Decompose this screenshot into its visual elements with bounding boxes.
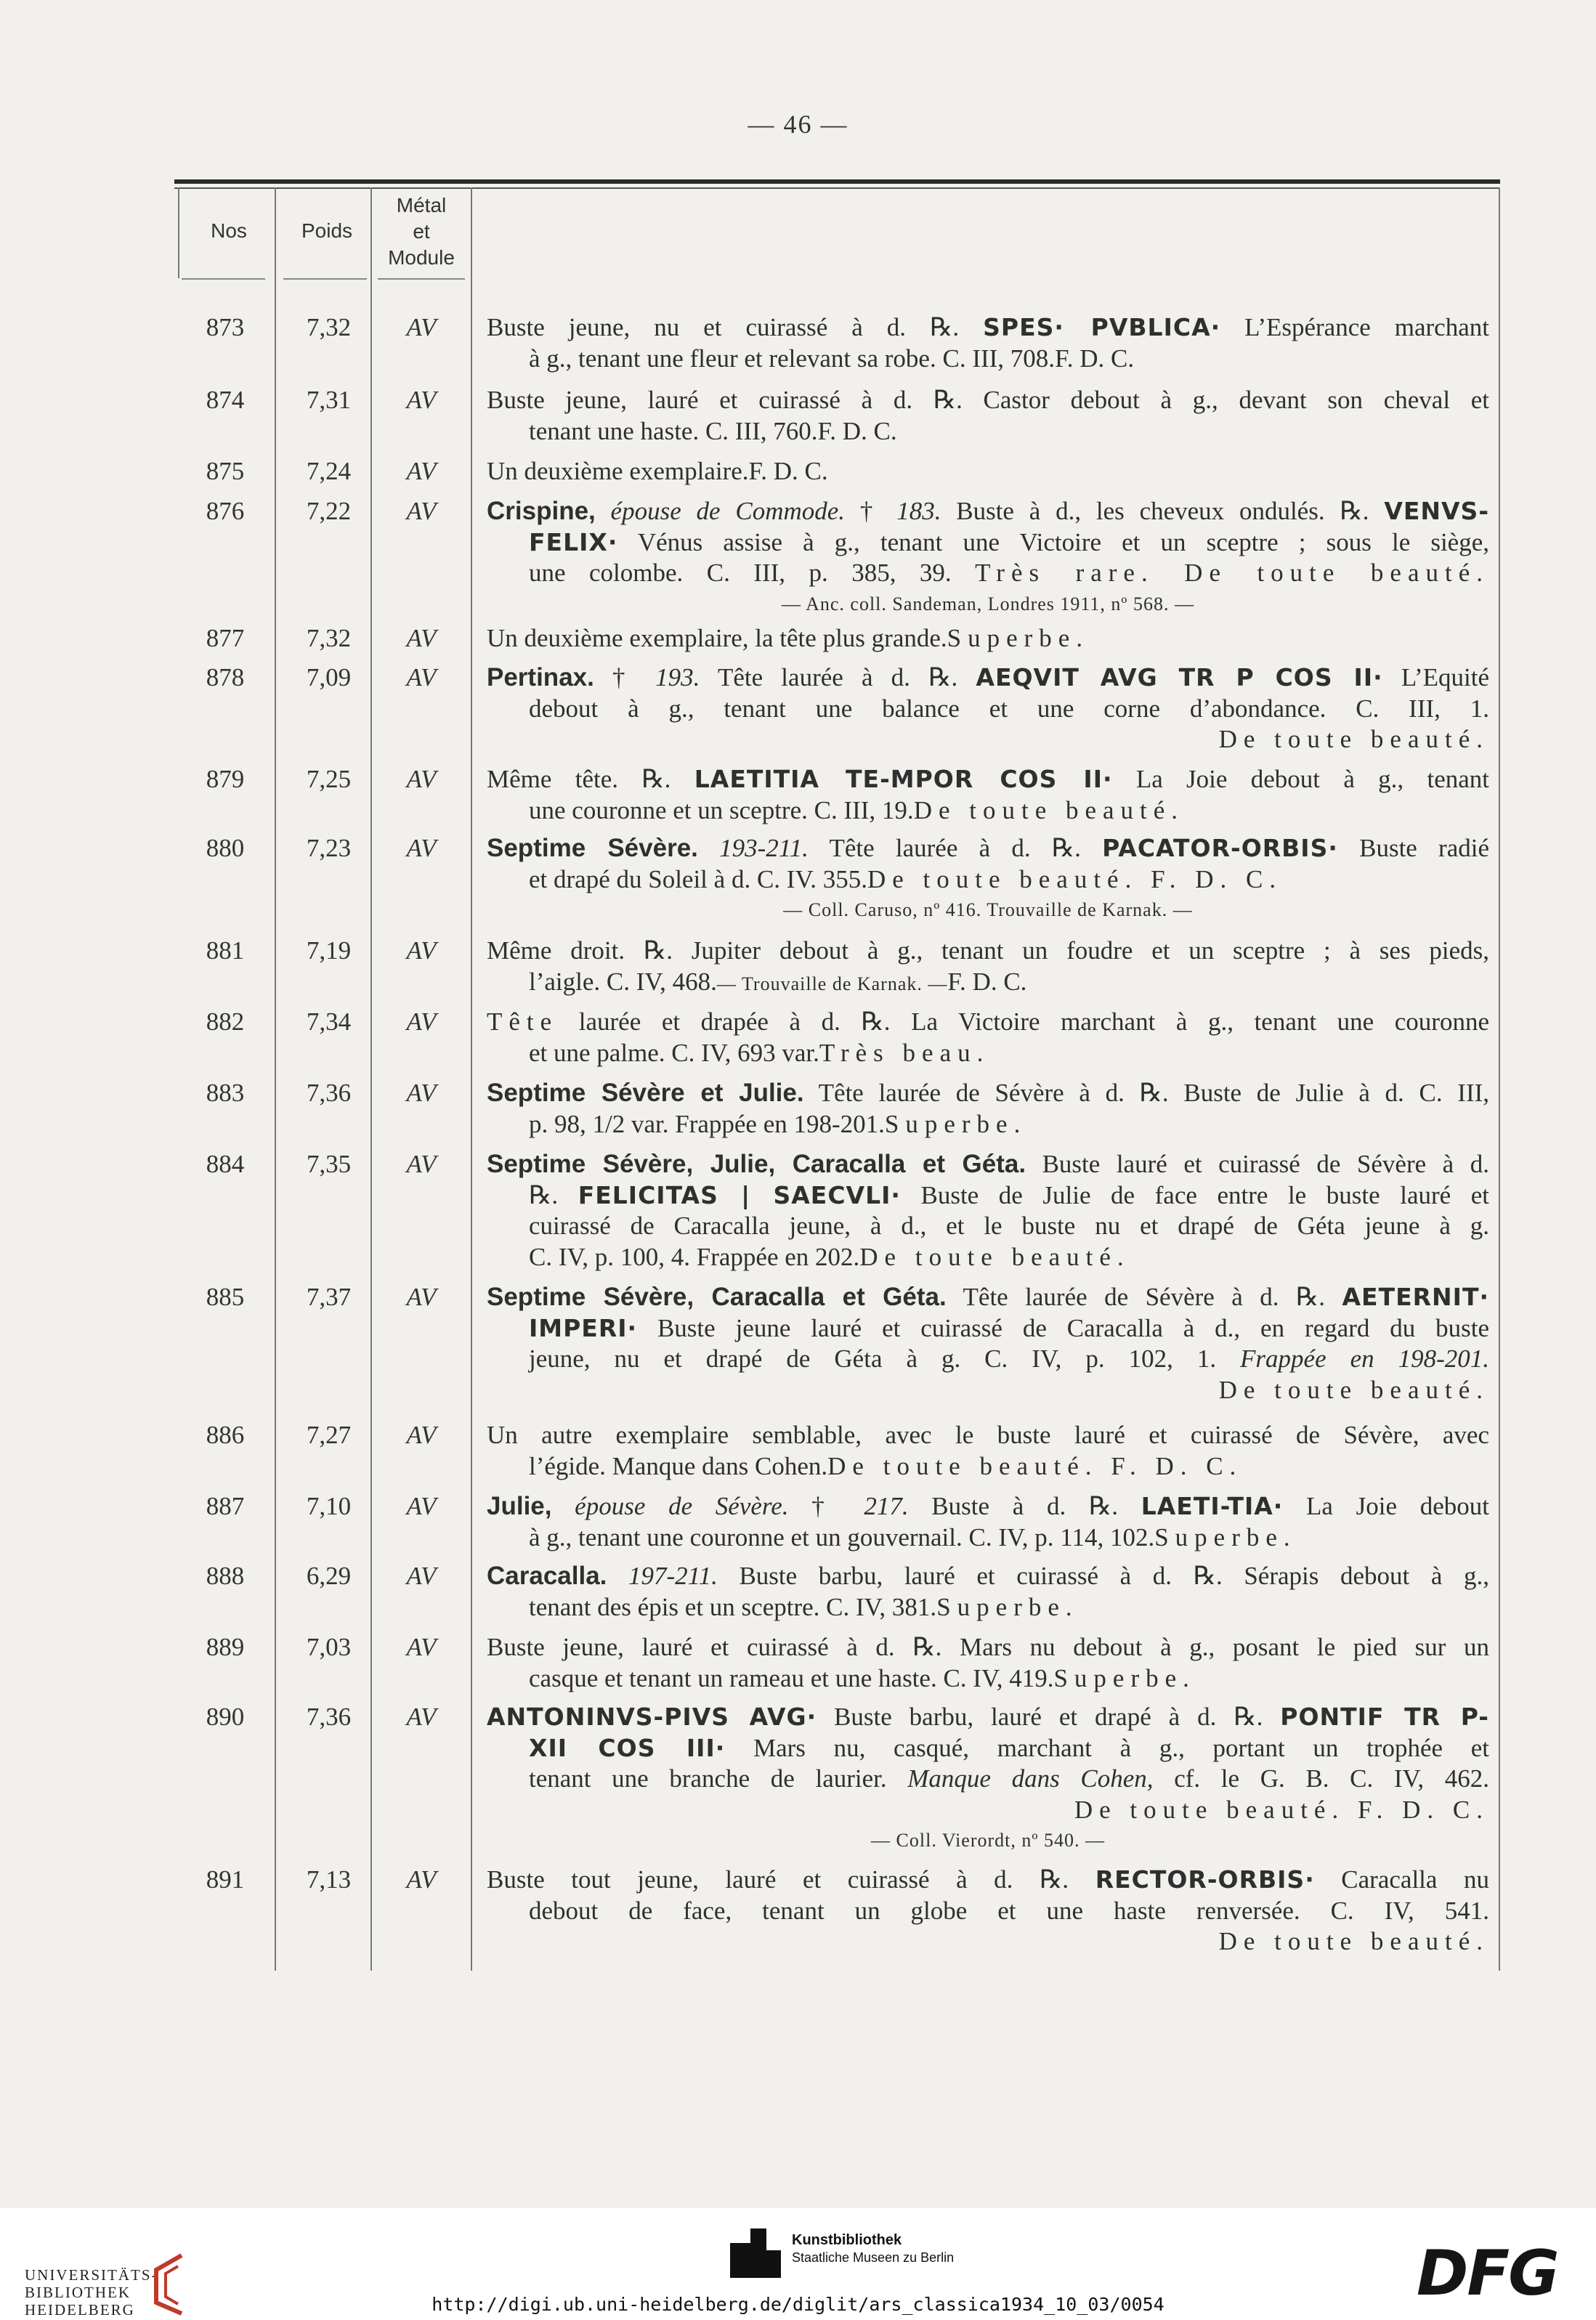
description-line xyxy=(487,1375,1489,1406)
description-line xyxy=(487,967,1489,1000)
description-fragment: Buste tout jeune, lauré et cuirassé à d. ℞. xyxy=(487,1865,1095,1894)
description-fragment: Superbe. xyxy=(1053,1663,1196,1692)
description-line xyxy=(487,1896,1489,1927)
description-fragment: Caracalla nu xyxy=(1314,1865,1489,1894)
entry-metal: AV xyxy=(406,457,437,485)
description-fragment: F. D. C. xyxy=(748,457,828,485)
description-fragment: laurée et drapée à d. ℞. La Victoire marchant à g., tenant une couronne xyxy=(558,1007,1489,1036)
entry-number: 886 xyxy=(206,1421,245,1449)
description-fragment: Même droit. ℞. Jupiter debout à g., tenant un foudre et un sceptre ; à ses pieds, xyxy=(487,936,1489,965)
description-fragment: Buste jeune, lauré et cuirassé à d. ℞. Mars nu debout à g., posant le pied sur un xyxy=(487,1633,1489,1661)
entry-metal: AV xyxy=(406,1150,437,1178)
header-metal-line2: et xyxy=(413,220,430,243)
description-fragment: FELIX· xyxy=(529,527,618,556)
entry-number: 879 xyxy=(206,765,245,793)
entry-description xyxy=(487,623,1489,654)
header-metal-line1: Métal xyxy=(396,194,447,216)
description-line xyxy=(487,1451,1489,1483)
header-poids: Poids xyxy=(301,219,353,242)
description-fragment: Un deuxième exemplaire. xyxy=(487,457,749,485)
description-fragment: † xyxy=(845,497,897,525)
description-fragment: 193. xyxy=(655,663,700,691)
description-fragment: Buste barbu, lauré et drapé à d. ℞. xyxy=(817,1703,1281,1731)
description-fragment: Un autre exemplaire semblable, avec le buste lauré et cuirassé de Sévère, avec xyxy=(487,1421,1489,1449)
description-fragment: Pertinax. xyxy=(487,663,594,691)
description-fragment: Septime Sévère, Julie, Caracalla et Géta. xyxy=(487,1150,1026,1178)
description-fragment: Julie, xyxy=(487,1492,552,1520)
university-line1: UNIVERSITÄTS- xyxy=(25,2266,158,2284)
provenance-note xyxy=(487,589,1489,620)
description-line xyxy=(487,833,1489,864)
description-fragment: cuirassé de Caracalla jeune, à d., et le buste nu et drapé de Géta jeune à g. xyxy=(529,1212,1489,1240)
description-fragment: ℞. xyxy=(930,313,984,341)
entry-description xyxy=(487,764,1489,826)
description-fragment: De toute beauté. F. D. C. xyxy=(827,1451,1243,1480)
entry-description xyxy=(487,1149,1489,1273)
description-fragment: La Joie debout xyxy=(1283,1492,1489,1520)
description-fragment: L’Espérance marchant xyxy=(1220,313,1489,341)
description-line xyxy=(487,496,1489,527)
description-fragment: à g., tenant une fleur et relevant sa robe. C. III, 708. xyxy=(529,344,1056,373)
description-fragment: C. IV, p. 100, 4. Frappée en 202. xyxy=(529,1242,860,1271)
description-line xyxy=(487,1663,1489,1695)
entry-number: 885 xyxy=(206,1283,245,1311)
description-fragment: VENVS- xyxy=(1384,497,1490,525)
description-fragment: — Coll. Vierordt, nº 540. — xyxy=(871,1830,1105,1851)
description-fragment: tenant des épis et un sceptre. C. IV, 381. xyxy=(529,1592,937,1621)
description-fragment: SPES· PVBLICA· xyxy=(983,313,1221,341)
description-fragment: l’aigle. C. IV, 468. xyxy=(529,967,717,996)
entry-description xyxy=(487,1632,1489,1694)
description-fragment: Septime Sévère et Julie. xyxy=(487,1079,804,1107)
header-underline-nos xyxy=(182,278,265,280)
description-fragment: F. D. C. xyxy=(947,967,1027,996)
description-fragment: LAETI-TIA· xyxy=(1141,1492,1284,1520)
description-line xyxy=(487,1149,1489,1180)
entry-weight: 7,27 xyxy=(306,1421,352,1449)
entry-description xyxy=(487,1702,1489,1857)
description-fragment: AEQVIT AVG TR P COS II· xyxy=(976,663,1383,691)
entry-weight: 7,37 xyxy=(306,1283,352,1311)
description-fragment: et une palme. C. IV, 693 var. xyxy=(529,1038,819,1067)
description-fragment: Buste à d. ℞. xyxy=(908,1492,1141,1520)
entry-weight: 7,32 xyxy=(306,624,352,652)
entry-metal: AV xyxy=(406,1283,437,1311)
description-line xyxy=(487,1313,1489,1344)
entry-metal: AV xyxy=(406,663,437,691)
description-line xyxy=(487,1522,1489,1554)
entry-description xyxy=(487,312,1489,374)
description-fragment: une couronne et un sceptre. C. III, 19. xyxy=(529,795,914,824)
description-fragment: épouse de Sévère. xyxy=(551,1492,789,1520)
description-line xyxy=(487,527,1489,559)
description-fragment: Vénus assise à g., tenant une Victoire et un sceptre ; sous le siège, xyxy=(617,527,1489,556)
description-fragment: Frappée en 198-201. xyxy=(1240,1344,1489,1373)
description-line xyxy=(487,1007,1489,1038)
entry-number: 887 xyxy=(206,1492,245,1520)
description-fragment: 183. xyxy=(896,497,941,525)
column-rule-right xyxy=(1499,187,1500,1971)
description-fragment: debout de face, tenant un globe et une haste renversée. C. IV, 541. xyxy=(529,1896,1489,1925)
description-line xyxy=(487,312,1489,344)
page-number: — 46 — xyxy=(748,110,848,139)
description-fragment: De toute beauté. F. D. C. xyxy=(867,864,1283,893)
table-top-rule xyxy=(174,179,1500,184)
description-fragment: Septime Sévère. xyxy=(487,834,698,862)
entry-metal: AV xyxy=(406,765,437,793)
description-line xyxy=(487,1491,1489,1522)
description-fragment: De toute beauté. xyxy=(1218,1375,1489,1404)
entry-weight: 7,13 xyxy=(306,1865,352,1894)
entry-number: 877 xyxy=(206,624,245,652)
description-fragment: tenant une haste. C. III, 760. xyxy=(529,416,818,445)
source-url-link[interactable]: http://digi.ub.uni-heidelberg.de/diglit/ars_classica1934_10_03/0054 xyxy=(432,2294,1164,2315)
entry-metal: AV xyxy=(406,936,437,965)
entry-number: 891 xyxy=(206,1865,245,1894)
description-line xyxy=(487,764,1489,795)
description-fragment: épouse de Commode. xyxy=(595,497,846,525)
header-metal-line3: Module xyxy=(388,246,455,269)
entry-description xyxy=(487,1865,1489,1958)
description-fragment: Buste radié xyxy=(1337,834,1489,862)
description-fragment: Caracalla. xyxy=(487,1562,607,1590)
description-fragment: Très rare. De toute beauté. xyxy=(975,559,1489,587)
description-line xyxy=(487,456,1489,487)
entry-description xyxy=(487,1078,1489,1140)
description-line xyxy=(487,1702,1489,1733)
entry-weight: 7,36 xyxy=(306,1703,352,1731)
entry-weight: 7,31 xyxy=(306,386,352,414)
description-line xyxy=(487,936,1489,967)
description-fragment: Superbe. xyxy=(947,624,1090,652)
description-fragment: cf. le G. B. C. IV, 462. xyxy=(1153,1764,1489,1793)
entry-number: 874 xyxy=(206,386,245,414)
description-fragment: Manque dans Cohen, xyxy=(907,1764,1154,1793)
entry-description xyxy=(487,456,1489,487)
entry-weight: 7,19 xyxy=(306,936,352,965)
description-line xyxy=(487,694,1489,725)
entry-description xyxy=(487,936,1489,999)
entry-weight: 7,34 xyxy=(306,1007,352,1036)
entry-weight: 7,25 xyxy=(306,765,352,793)
entry-description xyxy=(487,385,1489,447)
table-top-rule-thin xyxy=(174,187,1500,189)
description-fragment: F. D. C. xyxy=(817,416,897,445)
description-fragment: Mars nu, casqué, marchant à g., portant un trophée et xyxy=(725,1733,1489,1762)
footer-bar xyxy=(0,2208,1596,2320)
entry-metal: AV xyxy=(406,1079,437,1107)
description-line xyxy=(487,1632,1489,1663)
description-fragment: casque et tenant un rameau et une haste. C. IV, 419. xyxy=(529,1663,1054,1692)
column-rule-metal xyxy=(471,187,472,1971)
entry-weight: 6,29 xyxy=(306,1562,352,1590)
description-line xyxy=(487,1733,1489,1764)
description-line xyxy=(487,1038,1489,1069)
description-line xyxy=(487,1865,1489,1896)
description-fragment: De toute beauté. xyxy=(913,795,1185,824)
description-line xyxy=(487,1561,1489,1592)
entry-weight: 7,23 xyxy=(306,834,352,862)
entry-metal: AV xyxy=(406,1562,437,1590)
entry-weight: 7,10 xyxy=(306,1492,352,1520)
entry-metal: AV xyxy=(406,1421,437,1449)
entry-description xyxy=(487,1282,1489,1406)
description-fragment: 193-211. xyxy=(697,834,809,862)
description-line xyxy=(487,1764,1489,1795)
description-fragment: Buste de Julie de face entre le buste lauré et xyxy=(900,1180,1489,1209)
description-line xyxy=(487,1926,1489,1958)
provenance-note xyxy=(487,895,1489,926)
description-fragment: † xyxy=(594,663,656,691)
description-fragment: L’Equité xyxy=(1382,663,1490,691)
entry-metal: AV xyxy=(406,497,437,525)
entry-metal: AV xyxy=(406,1703,437,1731)
entry-number: 880 xyxy=(206,834,245,862)
entry-metal: AV xyxy=(406,624,437,652)
description-fragment: RECTOR-ORBIS· xyxy=(1095,1865,1315,1894)
description-fragment: 197-211. xyxy=(607,1562,718,1590)
description-fragment: † xyxy=(788,1492,864,1520)
description-fragment: jeune, nu et drapé de Géta à g. C. IV, p. 102, 1. xyxy=(529,1344,1241,1373)
description-fragment: AETERNIT· xyxy=(1342,1283,1489,1311)
description-fragment: PONTIF TR P- xyxy=(1280,1703,1489,1731)
description-line xyxy=(487,662,1489,694)
description-line xyxy=(487,1180,1489,1212)
description-fragment: Tête laurée de Sévère à d. ℞. Buste de Julie à d. C. III, xyxy=(803,1079,1490,1107)
entry-number: 889 xyxy=(206,1633,245,1661)
entry-metal: AV xyxy=(406,313,437,341)
description-line xyxy=(487,623,1489,654)
entry-weight: 7,09 xyxy=(306,663,352,691)
description-fragment: à g., tenant une couronne et un gouvernail. C. IV, p. 114, 102. xyxy=(529,1522,1155,1552)
university-line3: HEIDELBERG xyxy=(25,2301,135,2319)
entry-number: 884 xyxy=(206,1150,245,1178)
description-fragment: Septime Sévère, Caracalla et Géta. xyxy=(487,1283,947,1311)
description-line xyxy=(487,1592,1489,1623)
column-rule-poids xyxy=(370,187,372,1971)
entry-weight: 7,32 xyxy=(306,313,352,341)
description-fragment: Tête laurée de Sévère à d. ℞. xyxy=(946,1283,1342,1311)
column-rule-nos xyxy=(275,187,276,1971)
description-fragment: La Joie debout à g., tenant xyxy=(1112,765,1490,793)
description-fragment: F. D. C. xyxy=(1055,344,1135,373)
header-nos: Nos xyxy=(211,219,247,242)
description-fragment: Très beau. xyxy=(819,1038,990,1067)
description-line xyxy=(487,1282,1489,1313)
description-fragment: debout à g., tenant une balance et une corne d’abondance. C. III, 1. xyxy=(529,694,1489,723)
entry-number: 883 xyxy=(206,1079,245,1107)
entry-number: 876 xyxy=(206,497,245,525)
entry-number: 890 xyxy=(206,1703,245,1731)
entry-description xyxy=(487,1491,1489,1553)
entry-number: 875 xyxy=(206,457,245,485)
description-fragment: LAETITIA TE-MPOR COS II· xyxy=(694,765,1113,793)
description-fragment: Buste jeune, nu et cuirassé à d. xyxy=(487,313,931,341)
entry-number: 882 xyxy=(206,1007,245,1036)
entry-weight: 7,03 xyxy=(306,1633,352,1661)
description-fragment: De toute beauté. xyxy=(859,1242,1130,1271)
description-line xyxy=(487,1211,1489,1242)
entry-weight: 7,35 xyxy=(306,1150,352,1178)
description-line xyxy=(487,1109,1489,1140)
description-line xyxy=(487,1078,1489,1109)
description-fragment: Buste jeune lauré et cuirassé de Caracalla à d., en regard du buste xyxy=(637,1313,1489,1342)
description-fragment: — Trouvaille de Karnak. — xyxy=(716,973,948,994)
description-fragment: Un deuxième exemplaire, la tête plus grande. xyxy=(487,624,947,652)
header-underline-poids xyxy=(283,278,367,280)
description-fragment: XII COS III· xyxy=(529,1733,726,1762)
description-fragment: — Anc. coll. Sandeman, Londres 1911, nº 568. — xyxy=(782,593,1194,615)
description-line xyxy=(487,864,1489,896)
entry-metal: AV xyxy=(406,834,437,862)
description-fragment: — Coll. Caruso, nº 416. Trouvaille de Karnak. — xyxy=(783,899,1193,920)
description-fragment: Superbe. xyxy=(936,1592,1079,1621)
header-underline-metal xyxy=(378,278,465,280)
description-line xyxy=(487,1242,1489,1273)
entry-description xyxy=(487,1420,1489,1482)
description-line xyxy=(487,344,1489,375)
description-fragment: Crispine, xyxy=(487,497,596,525)
entry-number: 873 xyxy=(206,313,245,341)
description-fragment: Tête laurée à d. ℞. xyxy=(808,834,1103,862)
entry-description xyxy=(487,1007,1489,1068)
description-fragment: tenant une branche de laurier. xyxy=(529,1764,908,1793)
description-fragment: ℞. xyxy=(529,1180,578,1209)
description-fragment: Tête laurée à d. ℞. xyxy=(700,663,976,691)
description-line xyxy=(487,1795,1489,1826)
description-fragment: p. 98, 1/2 var. Frappée en 198-201. xyxy=(529,1109,885,1138)
entry-description xyxy=(487,1561,1489,1623)
entry-metal: AV xyxy=(406,1007,437,1036)
entry-weight: 7,22 xyxy=(306,497,352,525)
description-fragment: De toute beauté. xyxy=(1218,725,1489,753)
description-fragment: Superbe. xyxy=(1154,1522,1297,1552)
description-fragment: une colombe. C. III, p. 385, 39. xyxy=(529,559,976,587)
kunstbibliothek-title: Kunstbibliothek xyxy=(792,2232,902,2248)
dfg-logo: DFG xyxy=(1417,2237,1558,2310)
description-line xyxy=(487,795,1489,827)
description-line xyxy=(487,558,1489,589)
description-line xyxy=(487,416,1489,447)
description-fragment: Superbe. xyxy=(884,1109,1027,1138)
entry-weight: 7,36 xyxy=(306,1079,352,1107)
description-fragment: PACATOR-ORBIS· xyxy=(1102,834,1338,862)
description-fragment: ANTONINVS-PIVS AVG· xyxy=(487,1703,817,1731)
kunstbibliothek-logo-icon xyxy=(730,2228,781,2278)
column-rule-left xyxy=(178,187,179,278)
entry-number: 888 xyxy=(206,1562,245,1590)
university-line2: BIBLIOTHEK xyxy=(25,2284,131,2301)
entry-number: 881 xyxy=(206,936,245,965)
description-fragment: Même tête. ℞. xyxy=(487,765,694,793)
entry-metal: AV xyxy=(406,1492,437,1520)
description-fragment: Buste jeune, lauré et cuirassé à d. ℞. Castor debout à g., devant son cheval et xyxy=(487,386,1489,414)
description-line xyxy=(487,1344,1489,1375)
description-fragment: Buste barbu, lauré et cuirassé à d. ℞. Sérapis debout à g., xyxy=(717,1562,1489,1590)
provenance-note xyxy=(487,1825,1489,1857)
description-fragment: FELICITAS | SAECVLI· xyxy=(578,1180,901,1209)
description-fragment: De toute beauté. F. D. C. xyxy=(1074,1795,1489,1824)
description-fragment: et drapé du Soleil à d. C. IV. 355. xyxy=(529,864,867,893)
description-fragment: De toute beauté. xyxy=(1218,1927,1489,1955)
description-fragment: Buste à d., les cheveux ondulés. ℞. xyxy=(941,497,1385,525)
entry-metal: AV xyxy=(406,1633,437,1661)
entry-metal: AV xyxy=(406,386,437,414)
description-fragment: l’égide. Manque dans Cohen. xyxy=(529,1451,828,1480)
entry-description xyxy=(487,833,1489,926)
entry-description xyxy=(487,496,1489,620)
description-line xyxy=(487,1420,1489,1451)
kunstbibliothek-subtitle: Staatliche Museen zu Berlin xyxy=(792,2250,955,2265)
header-metal xyxy=(374,192,469,271)
entry-description xyxy=(487,662,1489,755)
entry-metal: AV xyxy=(406,1865,437,1894)
description-fragment: Buste lauré et cuirassé de Sévère à d. xyxy=(1026,1150,1489,1178)
description-fragment: IMPERI· xyxy=(529,1313,638,1342)
entry-weight: 7,24 xyxy=(306,457,352,485)
description-line xyxy=(487,724,1489,755)
description-line xyxy=(487,385,1489,416)
entry-number: 878 xyxy=(206,663,245,691)
description-fragment: 217. xyxy=(864,1492,909,1520)
description-fragment: Tête xyxy=(487,1007,559,1036)
